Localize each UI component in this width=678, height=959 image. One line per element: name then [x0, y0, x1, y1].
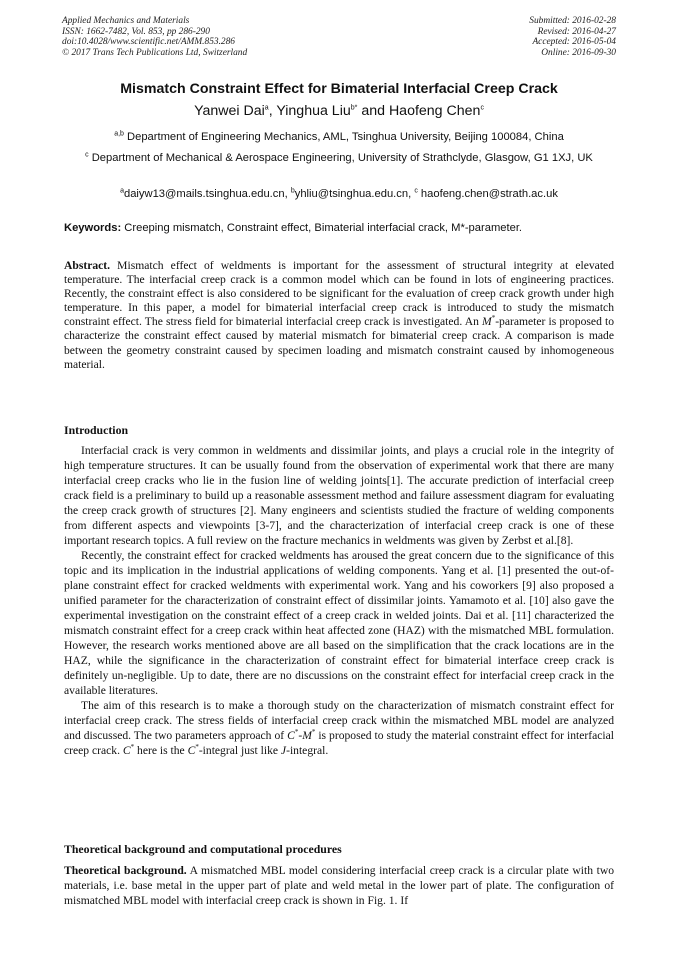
email-superscript: c — [414, 187, 418, 195]
author-name: Haofeng Chen — [388, 103, 481, 119]
affiliation-text: Department of Mechanical & Aerospace Engineering, University of Strathclyde, Glasgow, G1 1XJ, UK — [88, 152, 593, 164]
theory-body — [64, 863, 614, 908]
author-separator: , — [268, 103, 277, 119]
email-link[interactable]: haofeng.chen@strath.ac.uk — [417, 188, 558, 200]
theory-label: Theoretical background. — [64, 864, 187, 877]
math-symbol: C — [287, 729, 295, 742]
intro-paragraph-1: Interfacial crack is very common in weldments and dissimilar joints, and plays a crucial role in the integrity of high temperature structures. It can be usually found from the observation of experimental work that there are many interfacial creep cracks who lie in the fusion line of welding joints[1]. The accurate prediction of interfacial creep crack field is a preliminary to build up a reasonable assessment method and failure assessment diagram for evaluating the creep crack growth of structures [2]. Many engineers and scientists studied the fracture of welding components from different aspects and viewpoints [3-7], and the characterization of interfacial creep crack is one of these important research topics. A full review on the fracture mechanics in weldments was given by Zerbst et al.[8]. — [64, 444, 614, 547]
affiliation-superscript: a,b — [114, 130, 124, 138]
journal-header-left — [62, 16, 247, 58]
email-superscript: b — [290, 187, 295, 195]
author-name: Yinghua Liu — [276, 103, 351, 119]
doi-line: doi:10.4028/www.scientific.net/AMM.853.286 — [62, 37, 235, 48]
affiliation-text: Department of Engineering Mechanics, AML, Tsinghua University, Beijing 100084, China — [123, 131, 564, 143]
author-separator: and — [357, 103, 389, 119]
intro-paragraph-2: Recently, the constraint effect for cracked weldments has aroused the great concern due to the significance of this topic and its implication in the industrial applications of welding components. Yang et al. [1] presented the out-of-plane constraint effect for cracked weldments with experimental work. Yang and his coworkers [9] also proposed a unified parameter for the characterization of constraint effect of dissimilar joints. Yamamoto et al. [10] also gave the experimental investigation on the constraint effect of a creep crack in welded joints. Dai et al. [11] characterized the mismatch constraint effect for a creep crack within heat affected zone (HAZ) with the mismatched MBL formulation. However, the research works mentioned above are all based on the simplification that the crack locations are in the HAZ, while the significance in the characterization of constraint effect for bimaterial interface creep crack is definitely un-negligible. Up to date, there are no discussions on the constraint effect for interfacial creep crack in the available literatures. — [64, 549, 614, 697]
revised-date: Revised: 2016-04-27 — [537, 26, 616, 37]
math-symbol: C — [187, 744, 196, 757]
email-superscript: a — [120, 187, 124, 195]
abstract-text: Mismatch effect of weldments is important for the assessment of structural integrity at elevated temperature. The interfacial creep crack is a common model which can be found in lots of engineering practices. Recently, the constraint effect is also considered to be significant for the evaluation of creep crack growth under high temperature. In this paper, a model for bimaterial interfacial creep crack is introduced to study the mismatch constraint effect. The stress field for bimaterial interfacial creep crack is investigated. An — [64, 259, 614, 329]
journal-name: Applied Mechanics and Materials — [62, 16, 190, 26]
affiliation-1 — [0, 131, 678, 143]
paragraph-text: -integral. — [286, 744, 329, 757]
intro-paragraph-3 — [64, 698, 614, 758]
paragraph-text: here is the — [134, 744, 188, 757]
abstract — [64, 259, 614, 372]
math-symbol: M — [302, 729, 312, 742]
email-link[interactable]: yhliu@tsinghua.edu.cn, — [294, 188, 415, 200]
math-superscript: * — [311, 728, 316, 737]
math-symbol: J — [280, 744, 287, 757]
paragraph-text: is proposed to study the material constraint effect for interfacial creep crack. — [64, 729, 614, 757]
section-heading-theory: Theoretical background and computational procedures — [64, 842, 342, 856]
theory-text: A mismatched MBL model considering interfacial creep crack is a circular plate with two materials, i.e. base metal in the upper part of plate and weld metal in the lower part of plate. The configuration of mismatched MBL model with interfacial creep crack is shown in Fig. 1. If — [64, 864, 614, 907]
author-superscript: a — [264, 104, 269, 112]
email-list — [0, 188, 678, 200]
section-heading-introduction: Introduction — [64, 423, 129, 437]
author-list — [0, 103, 678, 119]
affiliation-superscript: c — [85, 151, 89, 159]
keywords — [64, 222, 624, 234]
accepted-date: Accepted: 2016-05-04 — [532, 37, 616, 48]
submitted-date: Submitted: 2016-02-28 — [529, 16, 616, 26]
paragraph-text: - — [298, 729, 303, 742]
keywords-label: Keywords: — [64, 222, 122, 234]
copyright-line: © 2017 Trans Tech Publications Ltd, Switzerland — [62, 47, 248, 58]
email-link[interactable]: daiyw13@mails.tsinghua.edu.cn, — [123, 188, 291, 200]
issn-line: ISSN: 1662-7482, Vol. 853, pp 286-290 — [62, 26, 210, 37]
journal-header-right — [529, 16, 616, 58]
paragraph-text: -integral just like — [198, 744, 281, 757]
math-superscript: * — [294, 728, 299, 737]
math-symbol: C — [122, 744, 131, 757]
math-superscript: * — [130, 743, 135, 752]
math-symbol: M — [482, 315, 492, 329]
theory-paragraph — [64, 863, 614, 908]
paragraph-text: The aim of this research is to make a thorough study on the characterization of mismatch constraint effect for interfacial creep crack. The stress fields of interfacial creep crack within the mismatched MBL model are analyzed and discussed. The two parameters approach of — [64, 699, 614, 742]
math-superscript: * — [491, 314, 496, 323]
affiliation-2 — [80, 151, 598, 166]
author-superscript: b* — [350, 104, 358, 112]
author-superscript: c — [480, 104, 484, 112]
paper-title: Mismatch Constraint Effect for Bimaterial Interfacial Creep Crack — [120, 81, 558, 97]
math-superscript: * — [195, 743, 199, 752]
keywords-text: Creeping mismatch, Constraint effect, Bimaterial interfacial crack, M*-parameter. — [121, 222, 523, 234]
introduction-body — [64, 443, 614, 758]
online-date: Online: 2016-09-30 — [541, 47, 616, 58]
author-name: Yanwei Dai — [194, 103, 265, 119]
abstract-label: Abstract. — [64, 259, 111, 272]
abstract-text: -parameter is proposed to characterize the constraint effect caused by material mismatch for bimaterial creep crack. A comparison is made between the geometry constraint caused by specimen loading and mismatch constraint caused by inhomogeneous material. — [64, 315, 614, 371]
